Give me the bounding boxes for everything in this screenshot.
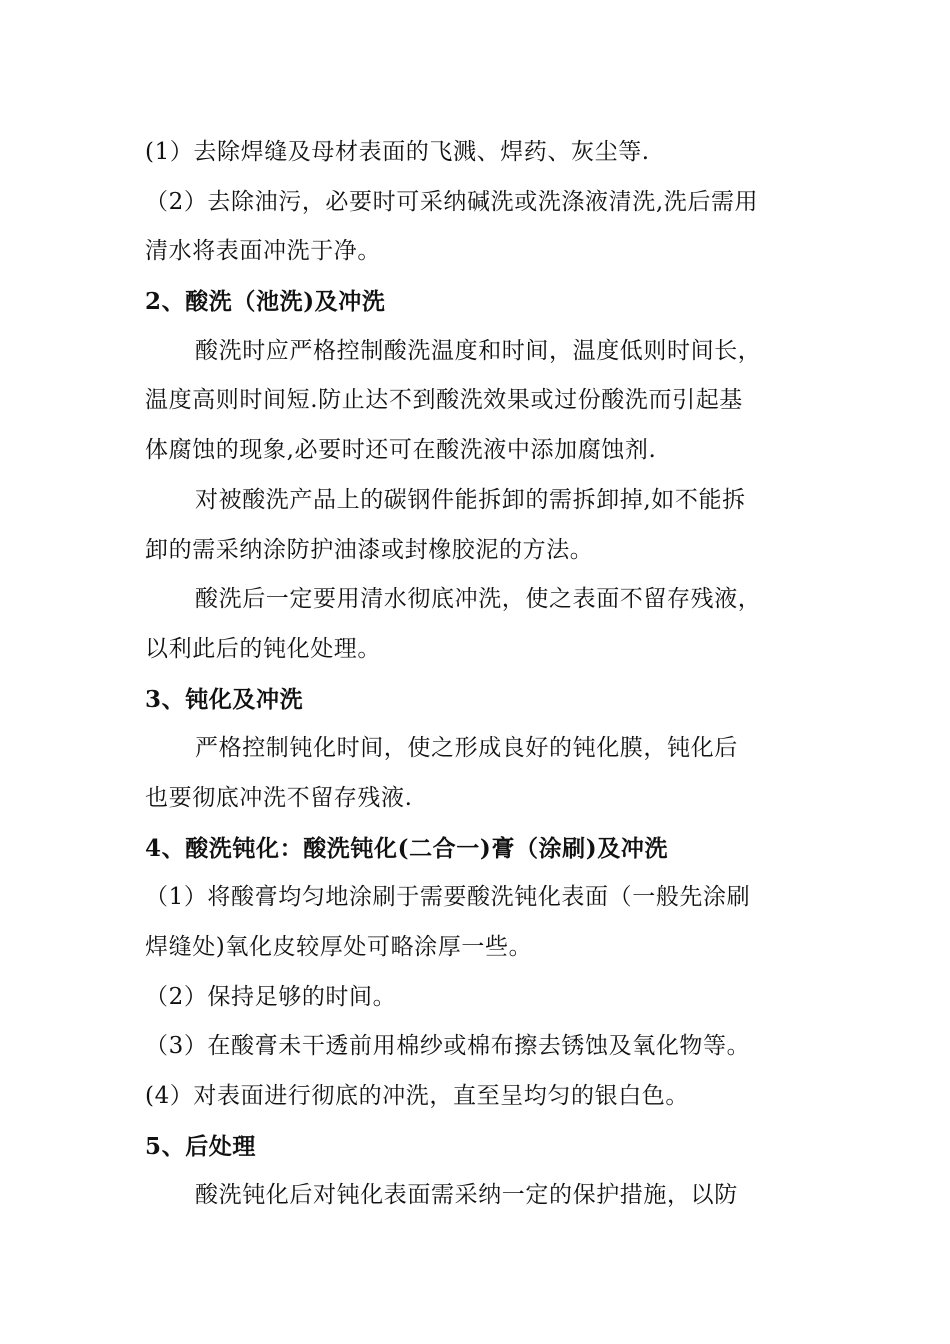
paragraph-line: (1）去除焊缝及母材表面的飞溅、焊药、灰尘等. <box>145 139 650 165</box>
section-heading: 3、钝化及冲洗 <box>145 685 304 713</box>
section-heading: 4、酸洗钝化：酸洗钝化(二合一)膏（涂刷)及冲洗 <box>145 834 669 862</box>
paragraph-line: 酸洗时应严格控制酸洗温度和时间，温度低则时间长， <box>195 337 762 364</box>
paragraph-line: 对被酸洗产品上的碳钢件能拆卸的需拆卸掉,如不能拆 <box>195 486 746 513</box>
paragraph-line: （3）在酸膏未干透前用棉纱或棉布擦去锈蚀及氧化物等。 <box>145 1033 751 1060</box>
paragraph-line: （2）去除油污，必要时可采纳碱洗或洗涤液清洗,洗后需用 <box>145 188 759 215</box>
paragraph-line: 卸的需采纳涂防护油漆或封橡胶泥的方法。 <box>145 536 594 563</box>
paragraph-line: (4）对表面进行彻底的冲洗，直至呈均匀的银白色。 <box>145 1083 690 1110</box>
paragraph-line: （1）将酸膏均匀地涂刷于需要酸洗钝化表面（一般先涂刷 <box>145 884 751 911</box>
paragraph-line: （2）保持足够的时间。 <box>145 983 397 1010</box>
section-heading: 2、酸洗（池洗)及冲洗 <box>145 288 386 316</box>
paragraph-line: 体腐蚀的现象,必要时还可在酸洗液中添加腐蚀剂. <box>145 437 657 464</box>
paragraph-line: 严格控制钝化时间，使之形成良好的钝化膜，钝化后 <box>195 735 738 762</box>
document-body <box>145 128 810 1221</box>
paragraph-line: 温度高则时间短.防止达不到酸洗效果或过份酸洗而引起基 <box>145 387 743 414</box>
paragraph-line: 清水将表面冲洗于净。 <box>145 238 381 265</box>
section-heading: 5、后处理 <box>145 1132 257 1160</box>
paragraph-line: 酸洗后一定要用清水彻底冲洗，使之表面不留存残液， <box>195 586 762 613</box>
paragraph-line: 焊缝处)氧化皮较厚处可略涂厚一些。 <box>145 934 533 960</box>
paragraph-line: 以利此后的钝化处理。 <box>145 635 381 662</box>
paragraph-line: 也要彻底冲洗不留存残液. <box>145 784 413 811</box>
paragraph-line: 酸洗钝化后对钝化表面需采纳一定的保护措施，以防 <box>195 1182 738 1209</box>
